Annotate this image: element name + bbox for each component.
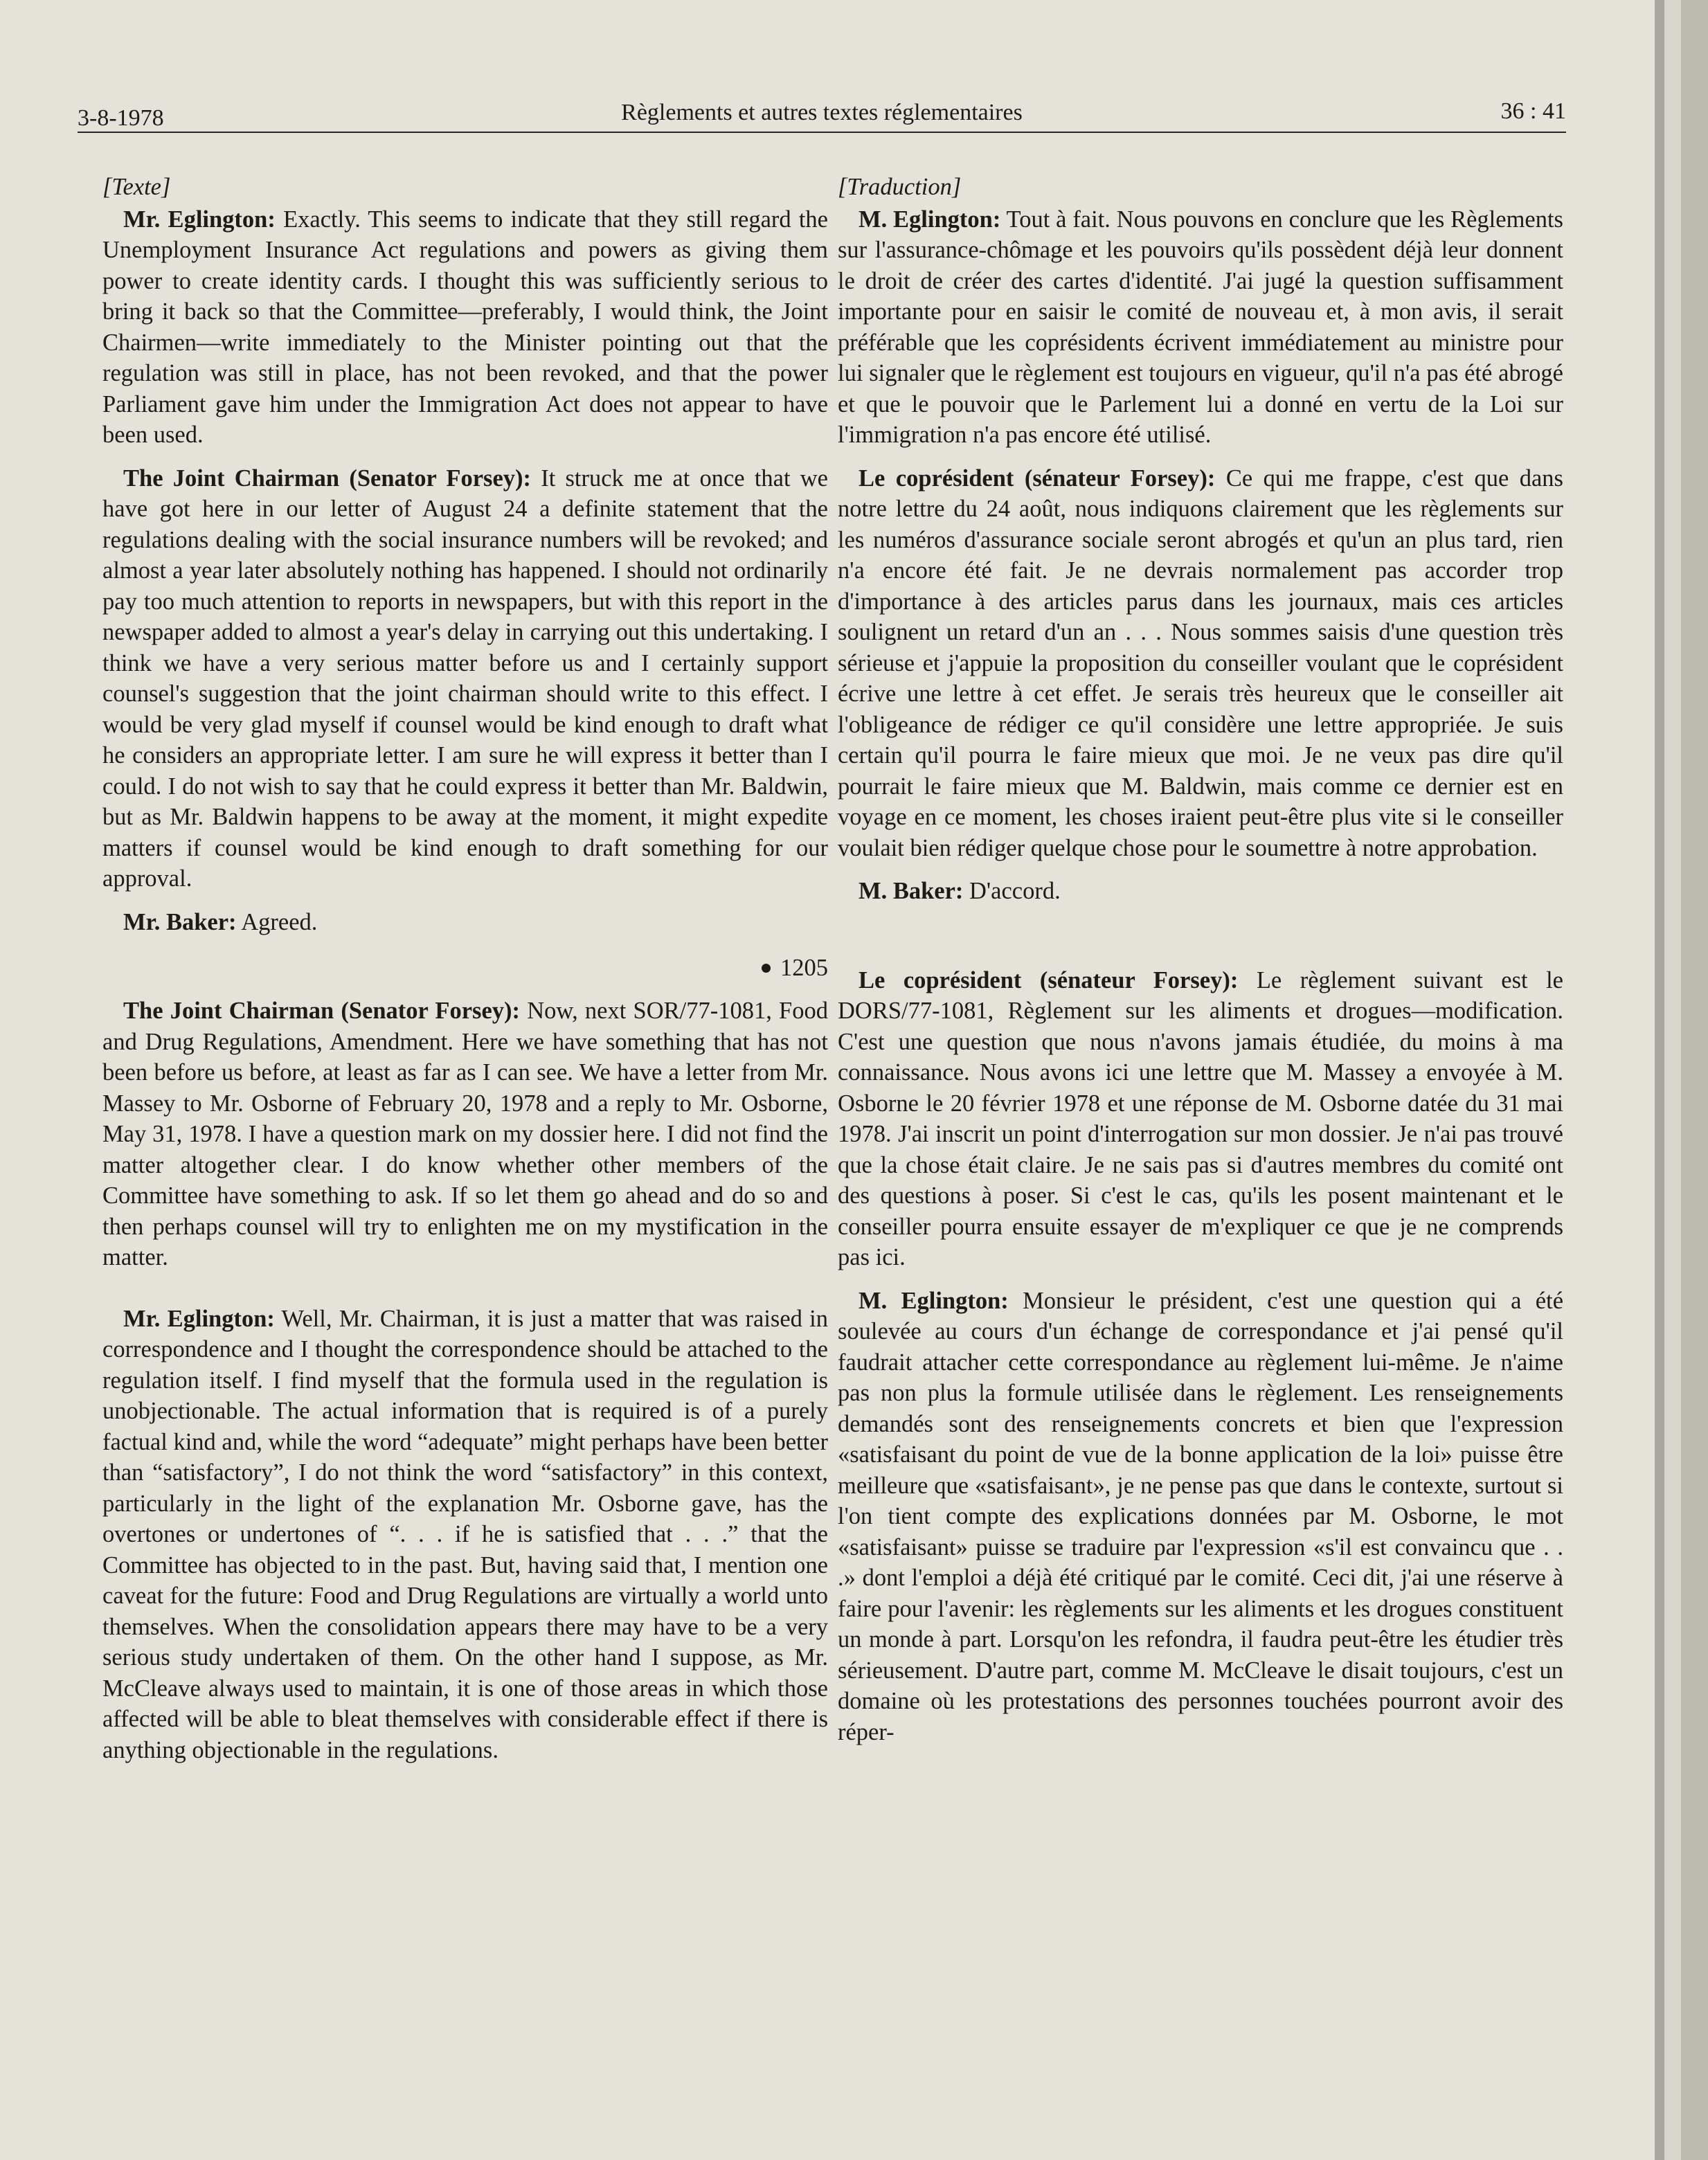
column-label: [Traduction]	[838, 174, 962, 200]
paragraph-text: Le règlement suivant est le DORS/77-1081, Règlement sur les aliments et drogues—modification. C'est une question que nous n'avons jamais étudiée, du moins à ma connaissance. Nous avons ici une lettre que M. Massey a envoyée à M. Osborne le 20 février 1978 et une réponse de M. Osborne datée du 31 mai 1978. J'ai inscrit un point d'interrogation sur mon dossier. Je n'ai pas trouvé que la chose était claire. Je ne sais pas si d'autres membres du comité ont des questions à poser. Si c'est le cas, qu'ils les posent maintenant et le conseiller pourra ensuite essayer de m'expliquer ce que je ne comprends pas ici.	[838, 966, 1563, 1270]
speaker-name: M. Baker:	[859, 878, 964, 904]
paragraph	[838, 965, 1563, 1273]
timestamp-text: 1205	[780, 955, 828, 981]
paragraph-text: Agreed.	[236, 908, 318, 935]
page-edge	[1681, 0, 1708, 2160]
paragraph	[102, 996, 828, 1273]
header-rule	[78, 132, 1566, 133]
page-edge	[1664, 0, 1681, 2160]
column-label: [Texte]	[102, 174, 171, 200]
page-edge	[1655, 0, 1664, 2160]
speaker-name: Le coprésident (sénateur Forsey):	[859, 465, 1216, 492]
paragraph-text: D'accord.	[963, 878, 1061, 904]
paragraph-text: Exactly. This seems to indicate that they still regard the Unemployment Insurance Act regulations and powers as giving them power to create identity cards. I thought this was sufficiently serious to bring it back so that the Committee—preferably, I would think, the Joint Chairmen—write immediately to the Minister pointing out that the regulation was still in place, has not been revoked, and that the power Parliament gave him under the Immigration Act does not appear to have been used.	[102, 206, 828, 448]
speaker-name: The Joint Chairman (Senator Forsey):	[123, 998, 521, 1024]
speaker-name: The Joint Chairman (Senator Forsey):	[123, 465, 531, 492]
speaker-name: Mr. Eglington:	[123, 206, 276, 233]
header-title: Règlements et autres textes réglementaires	[621, 100, 1023, 125]
paragraph	[838, 1286, 1563, 1748]
paragraph-text: Well, Mr. Chairman, it is just a matter that was raised in correspondence and I thought the correspondence should be attached to the regulation itself. I find myself that the formula used in the regulation is unobjectionable. The actual information that is required is of a purely factual kind and, while the word “adequate” might perhaps have been better than “satisfactory”, I do not think the word “satisfactory” in this context, particularly in the light of the explanation Mr. Osborne gave, has the overtones or undertones of “. . . if he is satisfied that . . .” that the Committee has objected to in the past. But, having said that, I mention one caveat for the future: Food and Drug Regulations are virtually a world unto themselves. When the consolidation appears there may have to be a very serious study undertaken of them. On the other hand I suppose, as Mr. McCleave always used to maintain, it is one of those areas in which those affected will be able to bleat themselves with considerable effect if there is anything objectionable in the regulations.	[102, 1305, 828, 1763]
paragraph-text: It struck me at once that we have got here in our letter of August 24 a definite statement that the regulations dealing with the social insurance numbers will be revoked; and almost a year later absolutely nothing has happened. I should not ordinarily pay too much attention to reports in newspapers, but with this report in the newspaper added to almost a year's delay in carrying out this undertaking. I think we have a very serious matter before us and I certainly support counsel's suggestion that the joint chairman should write to this effect. I would be very glad myself if counsel would be kind enough to draft what he considers an appropriate letter. I am sure he will express it better than I could. I do not wish to say that he could express it better than Mr. Baldwin, but as Mr. Baldwin happens to be away at the moment, it might expedite matters if counsel would be kind enough to draft something for our approval.	[102, 465, 828, 892]
french-column	[838, 172, 1563, 1747]
speaker-name: M. Eglington:	[859, 1287, 1009, 1314]
bullet-icon	[762, 964, 771, 973]
speaker-name: M. Eglington:	[859, 206, 1001, 233]
paragraph-text: Tout à fait. Nous pouvons en conclure que les Règlements sur l'assurance-chômage et les pouvoirs qu'ils possèdent déjà leur donnent le droit de créer des cartes d'identité. J'ai jugé la question suffisamment importante pour en saisir le comité de nouveau et, à mon avis, il serait préférable que les coprésidents écrivent immédiatement au ministre pour lui signaler que le règlement est toujours en vigueur, qu'il n'a pas été abrogé et que le pouvoir que le Parlement lui a donné en vertu de la Loi sur l'immigration n'a pas encore été utilisé.	[838, 206, 1563, 448]
header-date: 3-8-1978	[78, 105, 164, 131]
running-header	[78, 96, 1566, 130]
paragraph	[102, 463, 828, 894]
timestamp-marker	[102, 953, 828, 983]
timestamp-spacer	[838, 922, 1563, 953]
paragraph	[102, 204, 828, 451]
paragraph	[102, 907, 828, 938]
speaker-name: Mr. Eglington:	[123, 1305, 275, 1332]
paragraph-text: Monsieur le président, c'est une question qui a été soulevée au cours d'un échange de correspondance et j'ai pensé qu'il faudrait attacher cette correspondance au règlement lui-même. Je n'aime pas non plus la formule utilisée dans le règlement. Les renseignements demandés sont des renseignements concrets et bien que l'expression «satisfaisant du point de vue de la bonne application de la loi» puisse être meilleure que «satisfaisant», je ne pense pas que dans le contexte, surtout si l'on tient compte des explications données par M. Osborne, le mot «satisfaisant» puisse se traduire par l'expression «s'il est convaincu que . . .» dont l'emploi a déjà été critiqué par le comité. Ceci dit, j'ai une réserve à faire pour l'avenir: les règlements sur les aliments et les drogues constituent un monde à part. Lorsqu'on les refondra, il faudra peut-être les étudier très sérieusement. D'autre part, comme M. McCleave le disait toujours, c'est un domaine où les protestations des personnes touchées pourront avoir des réper-	[838, 1287, 1564, 1745]
paragraph	[838, 876, 1563, 907]
paragraph-text: Ce qui me frappe, c'est que dans notre lettre du 24 août, nous indiquons clairement que les règlements sur les numéros d'assurance sociale seront abrogés et qu'un an plus tard, rien n'a encore été fait. Je ne devrais normalement pas accorder trop d'importance à des articles parus dans les journaux, mais ces articles soulignent un retard d'un an . . . Nous sommes saisis d'une question très sérieuse et j'appuie la proposition du conseiller voulant que le coprésident écrive une lettre à cet effet. Je serais très heureux que le conseiller ait l'obligeance de rédiger ce qu'il considère une lettre appropriée. Je suis certain qu'il pourra le faire mieux que moi. Je ne veux pas dire qu'il pourrait le faire mieux que M. Baldwin, mais comme ce dernier est en voyage en ce moment, les choses iraient peut-être plus vite si le conseiller voulait bien rédiger quelque chose pour le soumettre à notre approbation.	[838, 465, 1563, 861]
paragraph	[838, 204, 1563, 451]
paragraph	[838, 463, 1563, 864]
paragraph	[102, 1304, 828, 1766]
english-column	[102, 172, 828, 1765]
paragraph-text: Now, next SOR/77-1081, Food and Drug Regulations, Amendment. Here we have something that has not been before us before, at least as far as I can see. We have a letter from Mr. Massey to Mr. Osborne of February 20, 1978 and a reply to Mr. Osborne, May 31, 1978. I have a question mark on my dossier here. I did not find the matter altogether clear. I do know whether other members of the Committee have something to ask. If so let them go ahead and do so and then perhaps counsel will try to enlighten me on my mystification in the matter.	[102, 998, 828, 1270]
speaker-name: Mr. Baker:	[123, 908, 237, 935]
speaker-name: Le coprésident (sénateur Forsey):	[859, 966, 1239, 993]
page-number: 36 : 41	[1500, 98, 1566, 124]
